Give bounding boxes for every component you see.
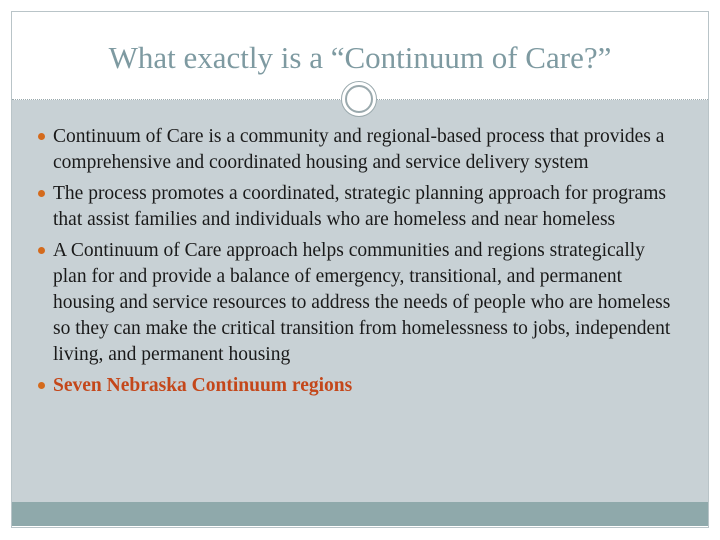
bullet-item [38,181,678,233]
bullet-item [38,124,678,176]
bullet-text: Continuum of Care is a community and regional-based process that provides a comprehensive and coordinated housing and service delivery system [53,126,665,173]
slide-title: What exactly is a “Continuum of Care?” [108,40,612,75]
divider-circle-inner [345,85,373,113]
bullet-item-link[interactable] [38,373,678,399]
footer-bar [12,502,708,526]
divider-circle-ornament [341,81,377,117]
bullet-marker-icon [38,133,45,140]
bullet-marker-icon [38,247,45,254]
nebraska-regions-link[interactable]: Seven Nebraska Continuum regions [53,375,353,396]
bullet-marker-icon [38,190,45,197]
bullet-marker-icon [38,382,45,389]
bullet-text: A Continuum of Care approach helps communities and regions strategically plan for and provide a balance of emergency, transitional, and permanent housing and service resources to address the needs of people who are homeless so they can make the critical transition from homelessness to jobs, independent living, and permanent housing [53,240,671,365]
bullet-text: The process promotes a coordinated, strategic planning approach for programs that assist families and individuals who are homeless and near homeless [53,183,666,230]
bullet-list [38,124,678,404]
bullet-item [38,238,678,368]
